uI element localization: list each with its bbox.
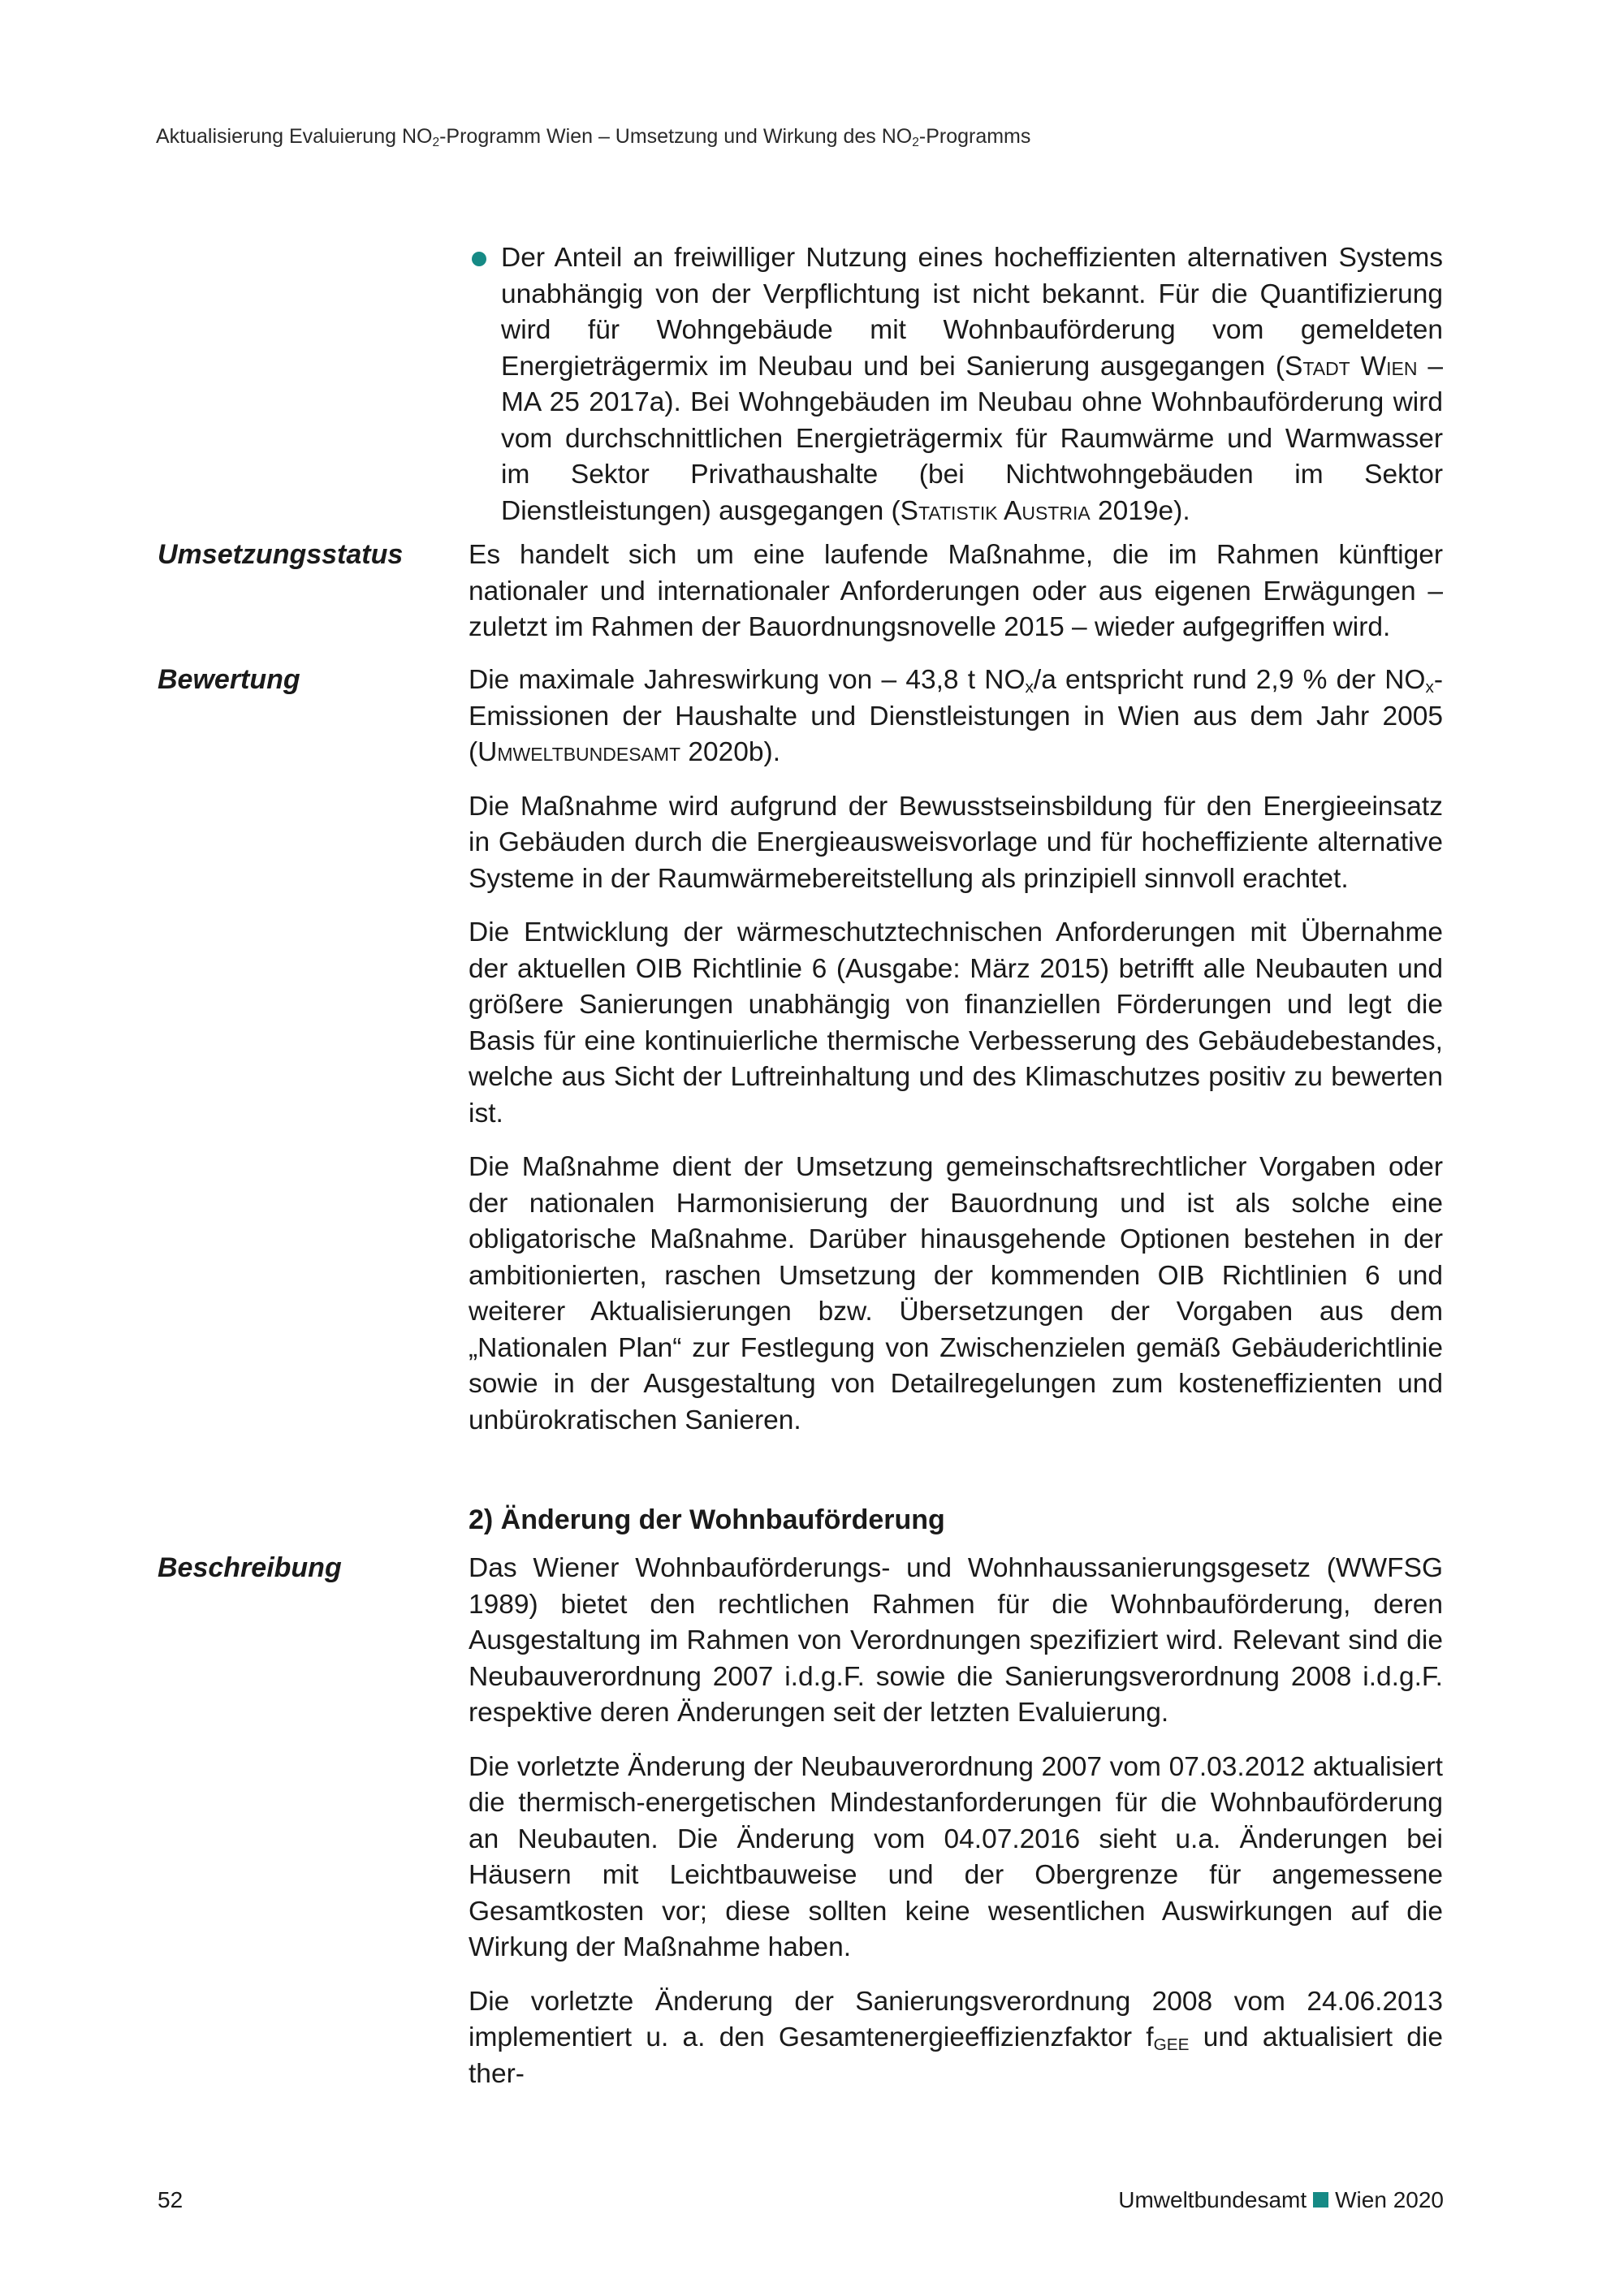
side-label-bewertung: Bewertung [158, 664, 300, 695]
bewertung-paragraph-3: Die Entwicklung der wärmeschutztechnischen Anforderungen mit Übernahme der aktuellen OIB Richtlinie 6 (Ausgabe: März 2015) betrifft alle Neubauten und größere Sanierungen unabhängig von finanziellen Förderungen und legt die Basis für eine kontinuierliche thermische Verbesserung des Gebäudebestandes, welche aus Sicht der Luftreinhaltung und des Klimaschutzes positiv zu bewerten ist. [469, 917, 1443, 1129]
side-label-beschreibung: Beschreibung [158, 1552, 342, 1583]
bullet-dot-icon [472, 252, 486, 266]
section-heading: 2) Änderung der Wohnbauförderung [469, 1504, 945, 1535]
beschreibung-paragraph-2: Die vorletzte Änderung der Neubauverordnung 2007 vom 07.03.2012 aktualisiert die thermisch-energetischen Mindestanforderungen für die Wohnbauförderung an Neubauten. Die Änderung vom 04.07.2016 sieht u.a. Änderungen bei Häusern mit Leichtbauweise und der Obergrenze für angemessene Gesamtkosten vor; diese sollten keine wesentlichen Auswirkungen auf die Wirkung der Maßnahme haben. [469, 1751, 1443, 1962]
bewertung-block [469, 662, 1443, 1439]
side-label-umsetzungsstatus: Umsetzungsstatus [158, 539, 404, 570]
bullet-text: Der Anteil an freiwilliger Nutzung eines hocheffizienten alternativen Systems unabhängig von der Verpflichtung ist nicht bekannt. Für die Quantifizierung wird für Wohngebäude mit Wohnbauförderung vom gemeldeten Energieträgermix im Neubau und bei Sanierung ausgegangen (Stadt Wien – MA 25 2017a). Bei Wohngebäuden im Neubau ohne Wohnbauförderung wird vom durchschnittlichen Energieträgermix für Raumwärme und Warmwasser im Sektor Privathaushalte (bei Nichtwohngebäuden im Sektor Dienstleistungen) ausgegangen (Statistik Austria 2019e). [501, 243, 1443, 526]
umsetzungsstatus-block [469, 537, 1443, 646]
running-header: Aktualisierung Evaluierung $NO_2$-Programm Wien – Umsetzung und Wirkung des $NO_2$-Programms [156, 125, 1031, 149]
section-2-heading-block [469, 1502, 1443, 1539]
footer-publisher: Umweltbundesamt Wien 2020 [1118, 2187, 1444, 2212]
bullet-paragraph [469, 240, 1443, 529]
bewertung-paragraph-4: Die Maßnahme dient der Umsetzung gemeinschaftsrechtlicher Vorgaben oder der nationalen Harmonisierung der Bauordnung und ist als solche eine obligatorische Maßnahme. Darüber hinausgehende Optionen bestehen in der ambitionierten, raschen Umsetzung der kommenden OIB Richtlinien 6 und weiterer Aktualisierungen bzw. Übersetzungen der Vorgaben aus dem „Nationalen Plan“ zur Festlegung von Zwischenzielen gemäß Gebäuderichtlinie sowie in der Ausgestaltung von Detailregelungen zum kosteneffizienten und unbürokratischen Sanieren. [469, 1152, 1443, 1435]
bewertung-paragraph-2: Die Maßnahme wird aufgrund der Bewusstseinsbildung für den Energieeinsatz in Gebäuden durch die Energieausweisvorlage und für hocheffiziente alternative Systeme in der Raumwärmebereitstellung als prinzipiell sinnvoll erachtet. [469, 791, 1443, 894]
square-separator-icon [1313, 2192, 1328, 2208]
page-number: 52 [158, 2187, 184, 2212]
beschreibung-paragraph-3: Die vorletzte Änderung der Sanierungsverordnung 2008 vom 24.06.2013 implementiert u. a. den Gesamtenergieeffizienzfaktor $f_{GEE}$ und aktualisiert die ther- [469, 1986, 1443, 2089]
bullet-item [469, 240, 1443, 529]
beschreibung-block [469, 1551, 1443, 2092]
beschreibung-paragraph-1: Das Wiener Wohnbauförderungs- und Wohnhaussanierungsgesetz (WWFSG 1989) bietet den rechtlichen Rahmen für die Wohnbauförderung, deren Ausgestaltung im Rahmen von Verordnungen spezifiziert wird. Relevant sind die Neubauverordnung 2007 i.d.g.F. sowie die Sanierungsverordnung 2008 i.d.g.F. respektive deren Änderungen seit der letzten Evaluierung. [469, 1553, 1443, 1728]
umsetzungsstatus-text: Es handelt sich um eine laufende Maßnahme, die im Rahmen künftiger nationaler und internationaler Anforderungen oder aus eigenen Erwägungen – zuletzt im Rahmen der Bauordnungsnovelle 2015 – wieder aufgegriffen wird. [469, 540, 1443, 642]
bewertung-paragraph-1: Die maximale Jahreswirkung von – 43,8 t $NO_x/a$ entspricht rund 2,9 % der $NO_x$-Emissionen der Haushalte und Dienstleistungen in Wien aus dem Jahr 2005 (Umweltbundesamt 2020b). [469, 665, 1443, 767]
